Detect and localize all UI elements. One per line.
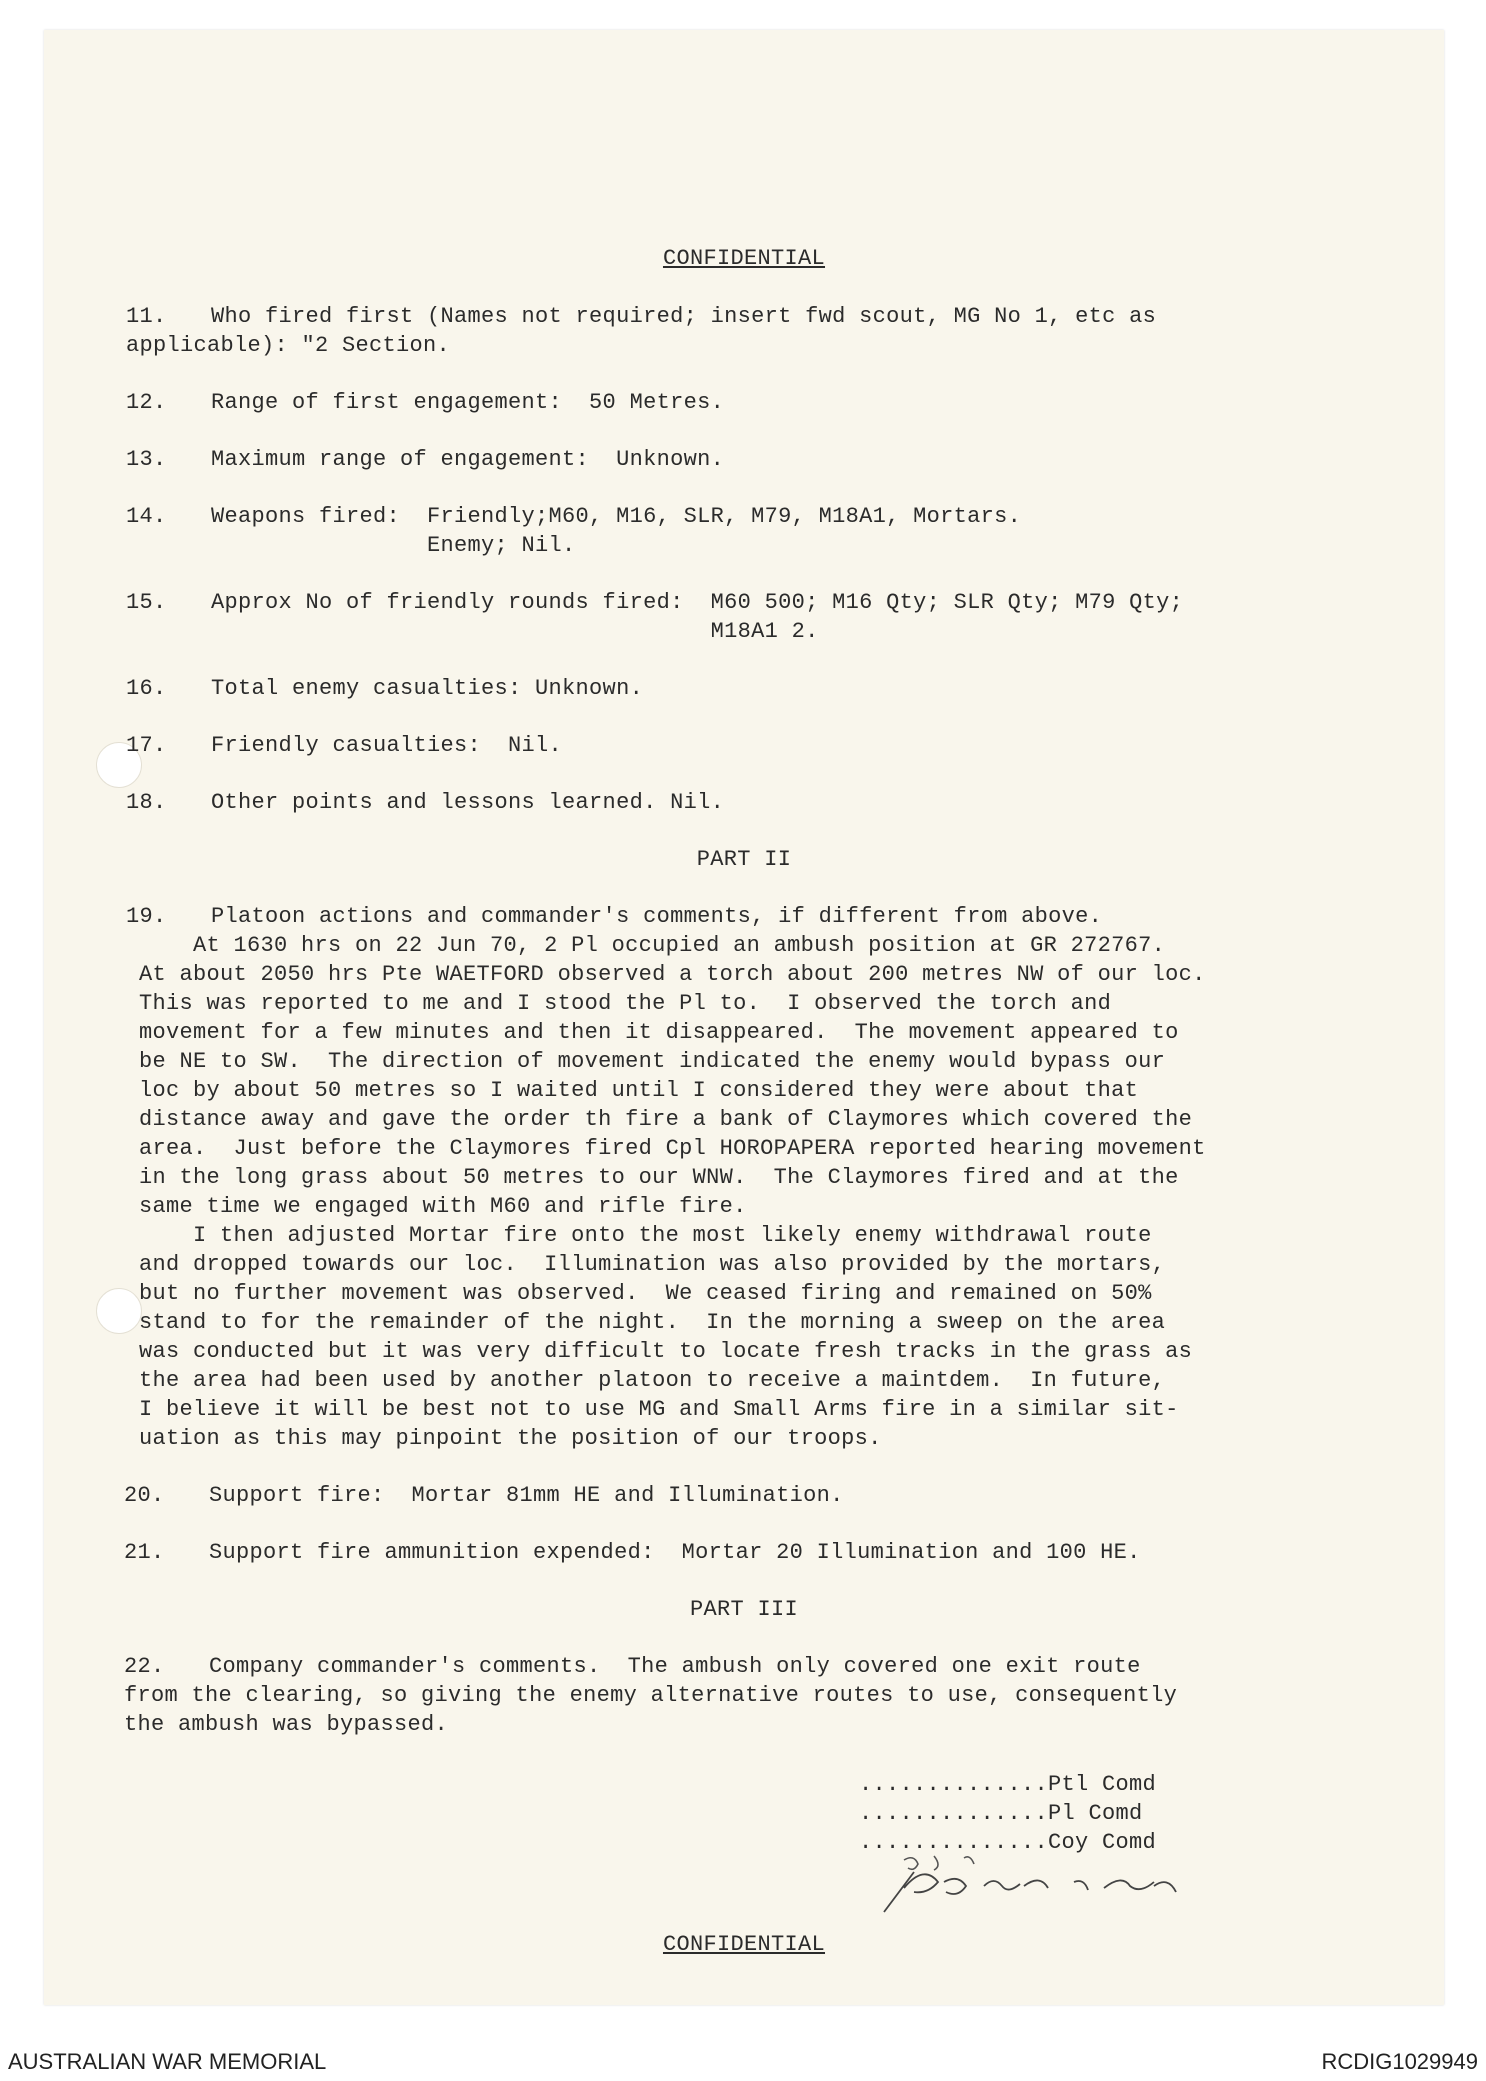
item-text: movement for a few minutes and then it disappeared. The movement appeared to — [139, 1020, 1179, 1045]
item-text: This was reported to me and I stood the Pl to. I observed the torch and — [139, 991, 1112, 1016]
archive-source-label: AUSTRALIAN WAR MEMORIAL — [8, 2049, 327, 2074]
item-text: loc by about 50 metres so I waited until I considered they were about that — [139, 1078, 1139, 1103]
part-two-heading: PART II — [696, 847, 792, 872]
item-text: but no further movement was observed. We ceased firing and remained on 50% — [139, 1281, 1152, 1306]
item-text: Approx No of friendly rounds fired: M60 500; M16 Qty; SLR Qty; M79 Qty; — [211, 590, 1184, 615]
item-text: Support fire: Mortar 81mm HE and Illumination. — [209, 1483, 844, 1508]
item-text: applicable): "2 Section. — [126, 333, 451, 358]
item-number: 11. — [126, 304, 167, 329]
item-text: from the clearing, so giving the enemy alternative routes to use, consequently — [124, 1683, 1178, 1708]
item-number: 20. — [124, 1483, 165, 1508]
item-text: be NE to SW. The direction of movement indicated the enemy would bypass our — [139, 1049, 1166, 1074]
item-number: 16. — [126, 676, 167, 701]
document-page — [44, 30, 1444, 2005]
item-text: Total enemy casualties: Unknown. — [211, 676, 644, 701]
item-number: 22. — [124, 1654, 165, 1679]
item-text: was conducted but it was very difficult to locate fresh tracks in the grass as — [139, 1339, 1193, 1364]
item-text: At about 2050 hrs Pte WAETFORD observed a torch about 200 metres NW of our loc. — [139, 962, 1206, 987]
item-text: uation as this may pinpoint the position of our troops. — [139, 1426, 882, 1451]
item-text: Platoon actions and commander's comments, if different from above. — [211, 904, 1103, 929]
item-text: the area had been used by another platoon to receive a maintdem. In future, — [139, 1368, 1166, 1393]
item-number: 17. — [126, 733, 167, 758]
signoff-pl-comd: ..............Pl Comd — [859, 1801, 1143, 1826]
item-text: Support fire ammunition expended: Mortar 20 Illumination and 100 HE. — [209, 1540, 1141, 1565]
item-text: same time we engaged with M60 and rifle fire. — [139, 1194, 747, 1219]
item-text: I then adjusted Mortar fire onto the most likely enemy withdrawal route — [139, 1223, 1152, 1248]
item-text: stand to for the remainder of the night. In the morning a sweep on the area — [139, 1310, 1166, 1335]
item-number: 13. — [126, 447, 167, 472]
item-number: 15. — [126, 590, 167, 615]
item-text: Other points and lessons learned. Nil. — [211, 790, 725, 815]
handwritten-signature — [874, 1852, 1234, 1922]
header-classification: CONFIDENTIAL — [662, 246, 826, 271]
item-text: I believe it will be best not to use MG and Small Arms fire in a similar sit- — [139, 1397, 1179, 1422]
item-text: Who fired first (Names not required; insert fwd scout, MG No 1, etc as — [211, 304, 1157, 329]
item-number: 12. — [126, 390, 167, 415]
item-text: Friendly casualties: Nil. — [211, 733, 563, 758]
item-text: Company commander's comments. The ambush only covered one exit route — [209, 1654, 1141, 1679]
punch-hole — [96, 1288, 142, 1334]
item-text: Maximum range of engagement: Unknown. — [211, 447, 725, 472]
signoff-coy-comd: ..............Coy Comd — [859, 1830, 1157, 1855]
item-text: At 1630 hrs on 22 Jun 70, 2 Pl occupied an ambush position at GR 272767. — [139, 933, 1166, 958]
archive-item-id: RCDIG1029949 — [1321, 2049, 1478, 2074]
part-three-heading: PART III — [689, 1597, 799, 1622]
item-number: 18. — [126, 790, 167, 815]
item-text: Range of first engagement: 50 Metres. — [211, 390, 725, 415]
item-text: the ambush was bypassed. — [124, 1712, 449, 1737]
item-text: distance away and gave the order th fire a bank of Claymores which covered the — [139, 1107, 1193, 1132]
item-text: M18A1 2. — [211, 619, 819, 644]
item-text: Weapons fired: Friendly;M60, M16, SLR, M79, M18A1, Mortars. — [211, 504, 1022, 529]
item-text: area. Just before the Claymores fired Cpl HOROPAPERA reported hearing movement — [139, 1136, 1206, 1161]
item-number: 21. — [124, 1540, 165, 1565]
item-text: and dropped towards our loc. Illumination was also provided by the mortars, — [139, 1252, 1166, 1277]
item-text: Enemy; Nil. — [211, 533, 576, 558]
footer-classification: CONFIDENTIAL — [662, 1932, 826, 1957]
item-number: 19. — [126, 904, 167, 929]
signoff-ptl-comd: ..............Ptl Comd — [859, 1772, 1157, 1797]
item-text: in the long grass about 50 metres to our WNW. The Claymores fired and at the — [139, 1165, 1179, 1190]
item-number: 14. — [126, 504, 167, 529]
